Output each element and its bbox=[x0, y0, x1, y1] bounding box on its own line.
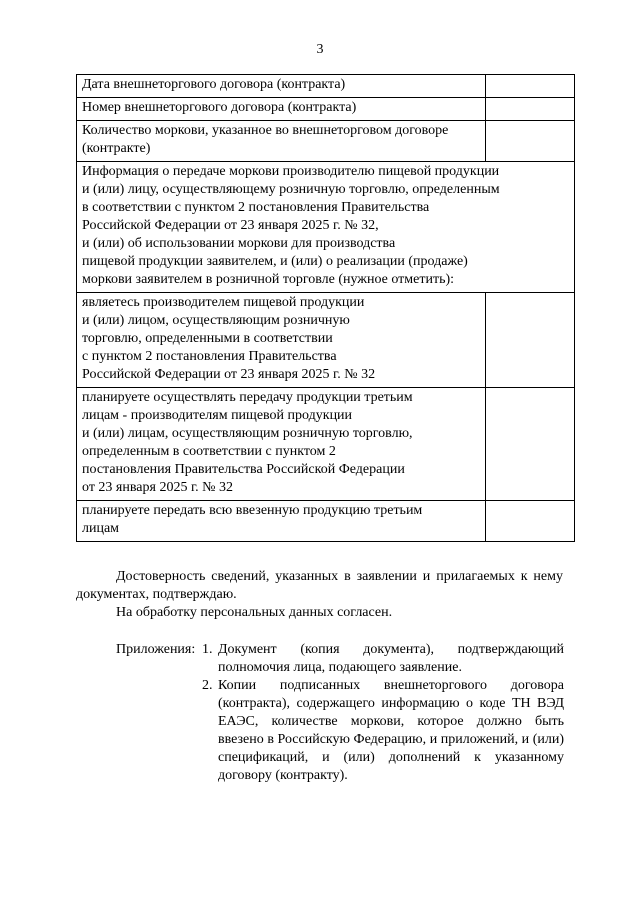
option-producer-checkbox[interactable] bbox=[486, 293, 575, 388]
option-transfer-checkbox[interactable] bbox=[486, 388, 575, 501]
option-transfer-label: планируете осуществлять передачу продукции третьим лицам - производителям пищевой продукции и (или) лицам, осуществляющим розничную торговлю, определенным в соответствии с пунктом 2 постановления Правительства Российской Федерации от 23 января 2025 г. № 32 bbox=[77, 388, 486, 501]
table-row bbox=[77, 121, 575, 162]
application-form-table bbox=[76, 74, 575, 542]
attachment-number: 1. bbox=[202, 642, 213, 657]
contract-number-field[interactable] bbox=[486, 98, 575, 121]
attachments-label: Приложения: bbox=[116, 642, 196, 657]
table-row bbox=[77, 293, 575, 388]
page-number: 3 bbox=[316, 42, 324, 57]
attachment-text: Копии подписанных внешнеторгового договора (контракта), содержащего информацию о коде ТН ВЭД ЕАЭС, количестве моркови, которое должно быть ввезено в Российскую Федерацию, и приложений, и (или) спецификаций, и (или) дополнений к указанному договору (контракту). bbox=[218, 678, 564, 783]
option-producer-label: являетесь производителем пищевой продукции и (или) лицом, осуществляющим розничную торговлю, определенными в соответствии с пунктом 2 постановления Правительства Российской Федерации от 23 января 2025 г. № 32 bbox=[77, 293, 486, 388]
transfer-info-header: Информация о передаче моркови производителю пищевой продукции и (или) лицу, осуществляющему розничную торговлю, определенным в соответствии с пунктом 2 постановления Правительства Российской Федерации от 23 января 2025 г. № 32, и (или) об использовании моркови для производства пищевой продукции заявителем, и (или) о реализации (продаже) моркови заявителем в розничной торговле (нужное отметить): bbox=[77, 162, 575, 293]
attachment-item bbox=[202, 677, 564, 785]
option-transfer-all-label: планируете передать всю ввезенную продукцию третьим лицам bbox=[77, 501, 486, 542]
contract-number-label: Номер внешнеторгового договора (контракта) bbox=[77, 98, 486, 121]
attachment-number: 2. bbox=[202, 678, 213, 693]
table-row bbox=[77, 388, 575, 501]
carrot-quantity-label: Количество моркови, указанное во внешнеторговом договоре (контракте) bbox=[77, 121, 486, 162]
attachment-text: Документ (копия документа), подтверждающий полномочия лица, подающего заявление. bbox=[218, 642, 564, 675]
contract-date-field[interactable] bbox=[486, 75, 575, 98]
carrot-quantity-field[interactable] bbox=[486, 121, 575, 162]
table-row bbox=[77, 501, 575, 542]
option-transfer-all-checkbox[interactable] bbox=[486, 501, 575, 542]
table-row bbox=[77, 162, 575, 293]
accuracy-statement: Достоверность сведений, указанных в заявлении и прилагаемых к нему документах, подтверждаю. bbox=[76, 569, 563, 602]
consent-statement: На обработку персональных данных согласен. bbox=[116, 605, 393, 620]
contract-date-label: Дата внешнеторгового договора (контракта) bbox=[77, 75, 486, 98]
table-row bbox=[77, 98, 575, 121]
table-row bbox=[77, 75, 575, 98]
attachment-item bbox=[202, 641, 564, 677]
